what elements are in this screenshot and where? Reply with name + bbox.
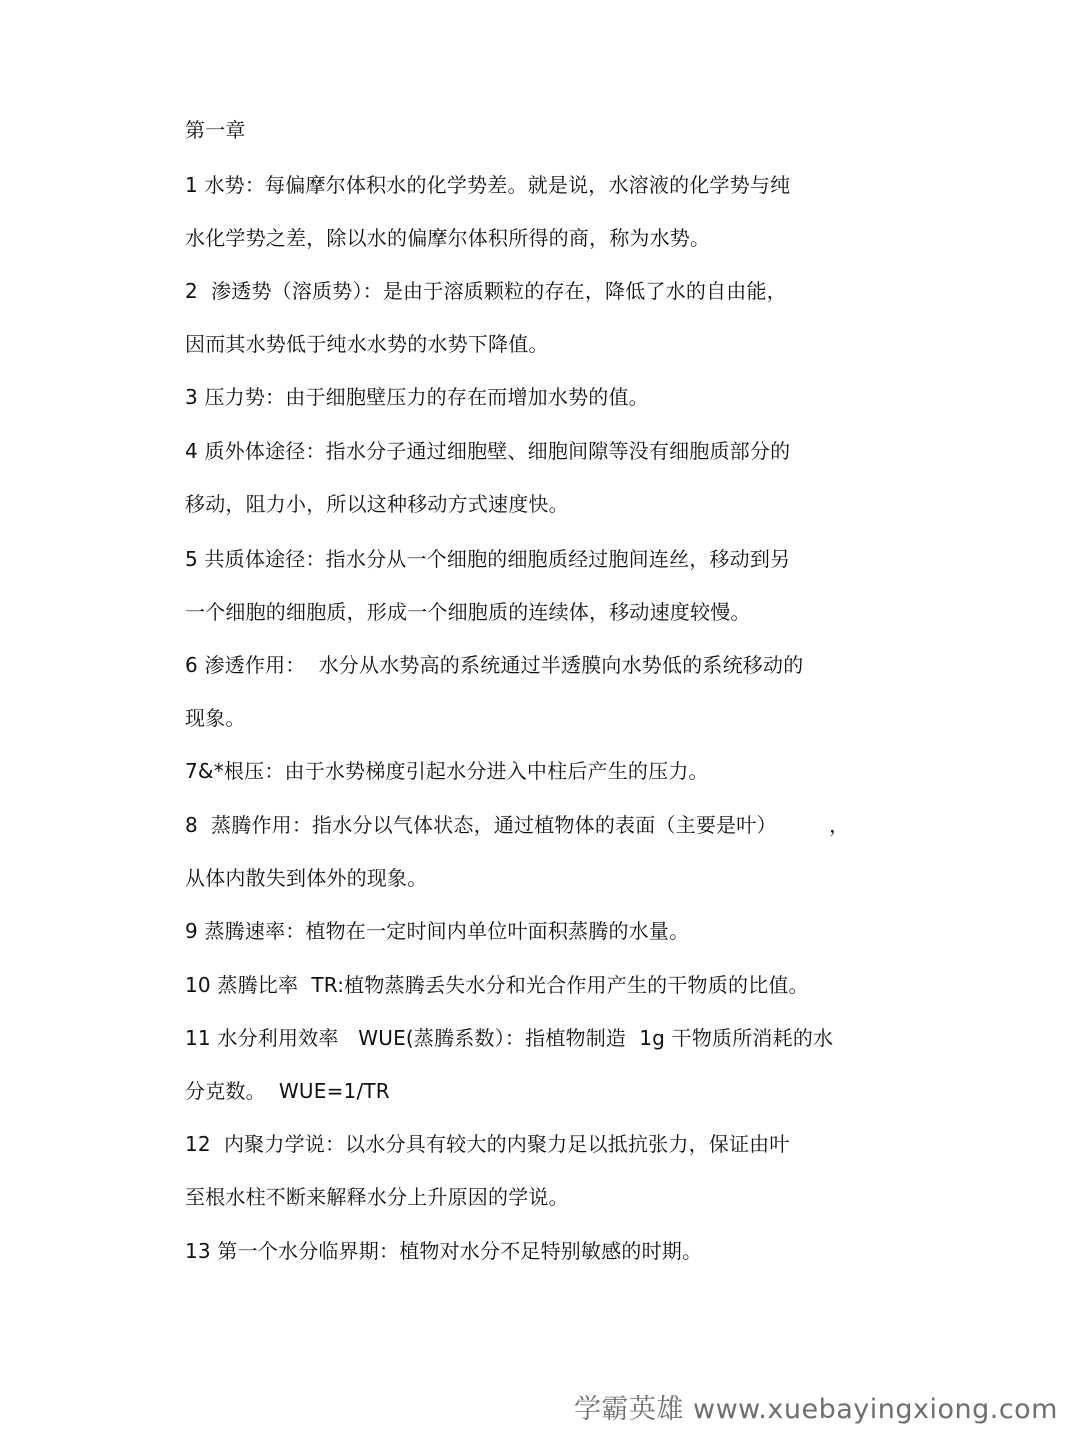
text-line: 8 蒸腾作用：指水分以气体状态，通过植物体的表面（主要是叶） ，	[185, 813, 850, 837]
text-line: 1 水势：每偏摩尔体积水的化学势差。就是说，水溶液的化学势与纯	[185, 173, 791, 197]
chapter-title: 第一章	[185, 118, 246, 142]
text-line: 12 内聚力学说：以水分具有较大的内聚力足以抵抗张力，保证由叶	[185, 1132, 790, 1156]
text-line: 因而其水势低于纯水水势的水势下降值。	[185, 332, 549, 356]
watermark: 学霸英雄 www.xuebayingxiong.com	[573, 1394, 1058, 1425]
text-line: 至根水柱不断来解释水分上升原因的学说。	[185, 1185, 569, 1209]
text-line: 从体内散失到体外的现象。	[185, 866, 428, 890]
text-line: 9 蒸腾速率：植物在一定时间内单位叶面积蒸腾的水量。	[185, 919, 690, 943]
text-line: 13 第一个水分临界期：植物对水分不足特别敏感的时期。	[185, 1239, 703, 1263]
text-line: 4 质外体途径：指水分子通过细胞壁、细胞间隙等没有细胞质部分的	[185, 439, 791, 463]
text-line: 7&*根压：由于水势梯度引起水分进入中柱后产生的压力。	[185, 759, 709, 783]
text-line: 5 共质体途径：指水分从一个细胞的细胞质经过胞间连丝，移动到另	[185, 547, 791, 571]
text-line: 10 蒸腾比率 TR:植物蒸腾丢失水分和光合作用产生的干物质的比值。	[185, 973, 809, 997]
text-line: 移动，阻力小，所以这种移动方式速度快。	[185, 492, 569, 516]
text-line: 2 渗透势（溶质势）：是由于溶质颗粒的存在，降低了水的自由能，	[185, 279, 787, 303]
text-line: 11 水分利用效率 WUE(蒸腾系数）：指植物制造 1g 干物质所消耗的水	[185, 1026, 834, 1050]
text-line: 现象。	[185, 706, 246, 730]
text-line: 6 渗透作用： 水分从水势高的系统通过半透膜向水势低的系统移动的	[185, 653, 804, 677]
text-line: 一个细胞的细胞质，形成一个细胞质的连续体，移动速度较慢。	[185, 600, 751, 624]
text-line: 分克数。 WUE=1/TR	[185, 1079, 390, 1103]
text-line: 水化学势之差，除以水的偏摩尔体积所得的商，称为水势。	[185, 226, 711, 250]
text-line: 3 压力势：由于细胞壁压力的存在而增加水势的值。	[185, 385, 649, 409]
